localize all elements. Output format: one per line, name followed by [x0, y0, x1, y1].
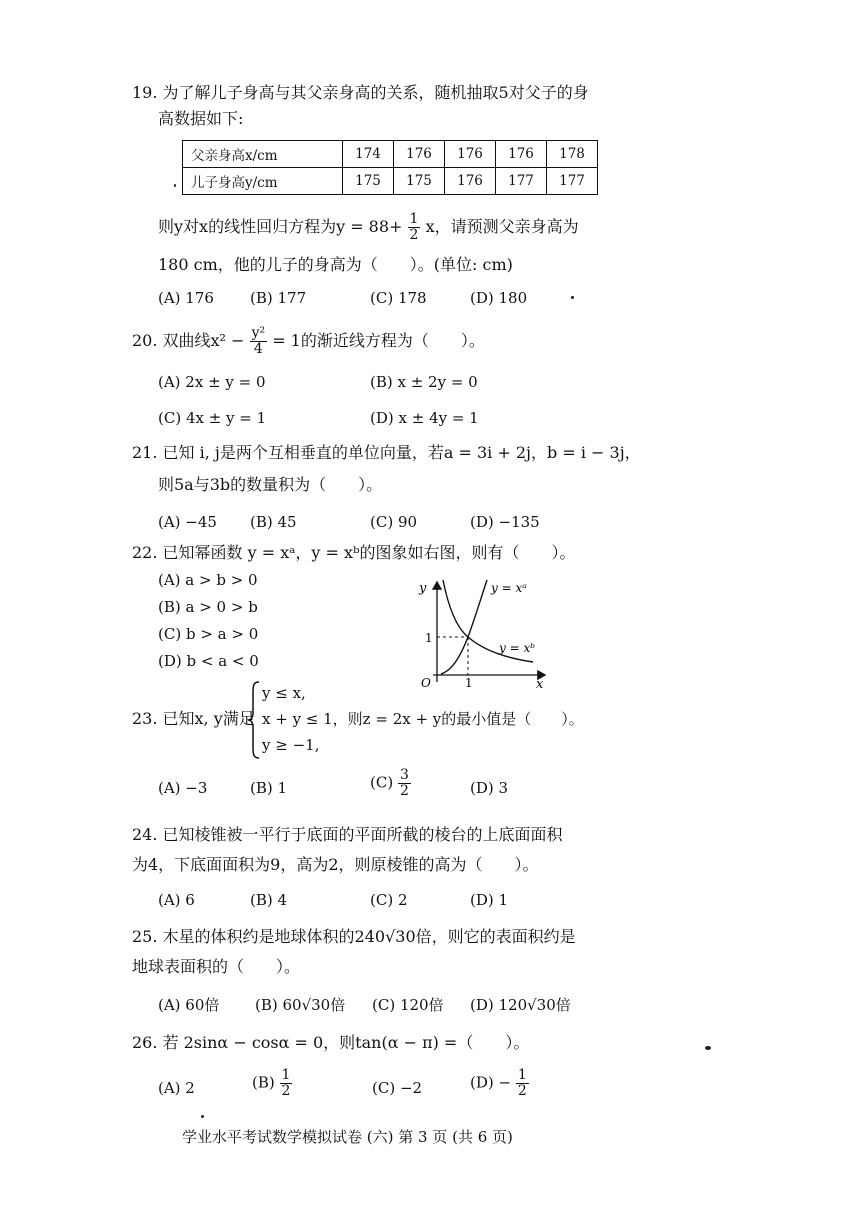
q20-fraction — [250, 326, 268, 357]
q21-option-c: (C) 90 — [370, 513, 418, 531]
q26-option-b — [252, 1068, 292, 1099]
scan-speck — [571, 296, 574, 299]
q24-stem-line1: 24. 已知棱锥被一平行于底面的平面所截的棱台的上底面面积 — [132, 825, 563, 844]
q23-condition-1: y ≤ x, — [262, 684, 306, 702]
q26-option-b-label: (B) — [252, 1073, 275, 1092]
q20-text-a: 20. 双曲线x² − — [132, 331, 245, 350]
q23-condition-3: y ≥ −1, — [262, 736, 320, 754]
table-row-label: 儿子身高y/cm — [183, 168, 343, 195]
q26-option-c: (C) −2 — [372, 1079, 423, 1097]
q19-stem-line1: 19. 为了解儿子身高与其父亲身高的关系，随机抽取5对父子的身 — [132, 83, 589, 102]
q22-option-d: (D) b < a < 0 — [158, 652, 259, 670]
fraction-numerator: y² — [251, 325, 266, 341]
q23-option-b: (B) 1 — [250, 779, 288, 797]
power-function-graph — [405, 570, 555, 690]
q21-option-d: (D) −135 — [470, 513, 540, 531]
curve-a-label: y = xᵃ — [491, 581, 527, 595]
q23-condition-2: x + y ≤ 1，则z = 2x + y的最小值是（ ）。 — [262, 710, 584, 728]
q22-option-b: (B) a > 0 > b — [158, 598, 258, 616]
q22-stem: 22. 已知幂函数 y = xᵃ，y = xᵇ的图象如右图，则有（ ）。 — [132, 543, 576, 562]
data-table — [182, 140, 598, 195]
q20-option-a: (A) 2x ± y = 0 — [158, 373, 266, 391]
scan-speck — [174, 184, 176, 187]
q21-stem-line2: 则5a与3b的数量积为（ ）。 — [158, 475, 383, 494]
q26-option-d — [470, 1068, 529, 1099]
q24-option-a: (A) 6 — [158, 891, 195, 909]
q23-option-c-label: (C) — [370, 773, 394, 792]
q23-option-d: (D) 3 — [470, 779, 509, 797]
table-cell: 178 — [547, 141, 598, 168]
q20-option-d: (D) x ± 4y = 1 — [370, 409, 479, 427]
q23-stem-a: 23. 已知x, y满足 — [132, 709, 255, 728]
q19-option-a: (A) 176 — [158, 289, 214, 307]
table-cell: 176 — [496, 141, 547, 168]
q25-option-b: (B) 60√30倍 — [255, 996, 346, 1014]
q24-option-b: (B) 4 — [250, 891, 288, 909]
q24-option-c: (C) 2 — [370, 891, 408, 909]
fraction-numerator: 1 — [409, 211, 419, 227]
fraction-denominator: 4 — [253, 341, 263, 357]
q20-option-c: (C) 4x ± y = 1 — [158, 409, 267, 427]
q19-option-b: (B) 177 — [250, 289, 307, 307]
table-cell: 176 — [394, 141, 445, 168]
q26-option-b-fraction — [280, 1068, 293, 1099]
table-cell: 177 — [496, 168, 547, 195]
table-cell: 175 — [343, 168, 394, 195]
curve-y-equals-x-a — [441, 580, 487, 674]
fraction-numerator: 1 — [281, 1067, 291, 1083]
fraction-numerator: 1 — [517, 1067, 527, 1083]
fraction-numerator: 3 — [399, 767, 409, 783]
table-cell: 174 — [343, 141, 394, 168]
fraction-denominator: 2 — [399, 783, 409, 799]
fraction-denominator: 2 — [517, 1083, 527, 1099]
table-row — [183, 141, 598, 168]
q23-option-a: (A) −3 — [158, 779, 208, 797]
fraction-denominator: 2 — [409, 227, 419, 243]
q26-option-d-fraction — [516, 1068, 529, 1099]
q19-option-d: (D) 180 — [470, 289, 528, 307]
q22-option-c: (C) b > a > 0 — [158, 625, 259, 643]
q25-option-d: (D) 120√30倍 — [470, 996, 571, 1014]
q19-text-a: 则y对x的线性回归方程为y = 88+ — [158, 217, 403, 236]
table-cell: 177 — [547, 168, 598, 195]
q25-option-a: (A) 60倍 — [158, 996, 220, 1014]
q23-option-c — [370, 768, 411, 799]
origin-label: O — [421, 676, 431, 690]
q19-stem-line4: 180 cm，他的儿子的身高为（ ）。(单位: cm) — [158, 255, 513, 274]
table-cell: 176 — [445, 168, 496, 195]
page-footer: 学业水平考试数学模拟试卷 (六) 第 3 页 (共 6 页) — [182, 1128, 513, 1146]
curve-b-label: y = xᵇ — [499, 641, 536, 655]
y-axis-label: y — [419, 581, 427, 596]
q24-option-d: (D) 1 — [470, 891, 509, 909]
q22-option-a: (A) a > b > 0 — [158, 571, 258, 589]
q25-stem-line2: 地球表面积的（ ）。 — [132, 957, 301, 976]
q26-option-d-label: (D) − — [470, 1073, 512, 1092]
y-tick-label: 1 — [425, 631, 433, 645]
system-brace — [247, 680, 261, 760]
table-row-label: 父亲身高x/cm — [183, 141, 343, 168]
scan-speck — [705, 1046, 711, 1050]
q25-option-c: (C) 120倍 — [372, 996, 444, 1014]
x-axis-label: x — [536, 677, 544, 690]
q26-option-a: (A) 2 — [158, 1079, 195, 1097]
q23-option-c-fraction — [398, 768, 411, 799]
q19-fraction — [408, 212, 421, 243]
table-cell: 175 — [394, 168, 445, 195]
q24-stem-line2: 为4，下底面面积为9，高为2，则原棱锥的高为（ ）。 — [132, 855, 539, 874]
q19-text-b: x，请预测父亲身高为 — [425, 217, 579, 236]
q26-stem: 26. 若 2sinα − cosα = 0，则tan(α − π) =（ ）。 — [132, 1033, 530, 1052]
q21-stem-line1: 21. 已知 i, j是两个互相垂直的单位向量，若a = 3i + 2j，b = i − 3j， — [132, 443, 641, 462]
q19-stem-line3 — [158, 212, 579, 243]
q20-text-b: = 1的渐近线方程为（ ）。 — [272, 331, 485, 350]
q25-stem-line1: 25. 木星的体积约是地球体积的240√30倍，则它的表面积约是 — [132, 927, 576, 946]
q19-stem-line2: 高数据如下: — [158, 109, 244, 128]
q21-option-a: (A) −45 — [158, 513, 217, 531]
q20-option-b: (B) x ± 2y = 0 — [370, 373, 478, 391]
x-tick-label: 1 — [465, 676, 473, 690]
fraction-denominator: 2 — [281, 1083, 291, 1099]
scan-speck — [201, 1115, 204, 1118]
q19-option-c: (C) 178 — [370, 289, 427, 307]
table-cell: 176 — [445, 141, 496, 168]
q21-option-b: (B) 45 — [250, 513, 297, 531]
q20-stem — [132, 326, 485, 357]
table-row — [183, 168, 598, 195]
